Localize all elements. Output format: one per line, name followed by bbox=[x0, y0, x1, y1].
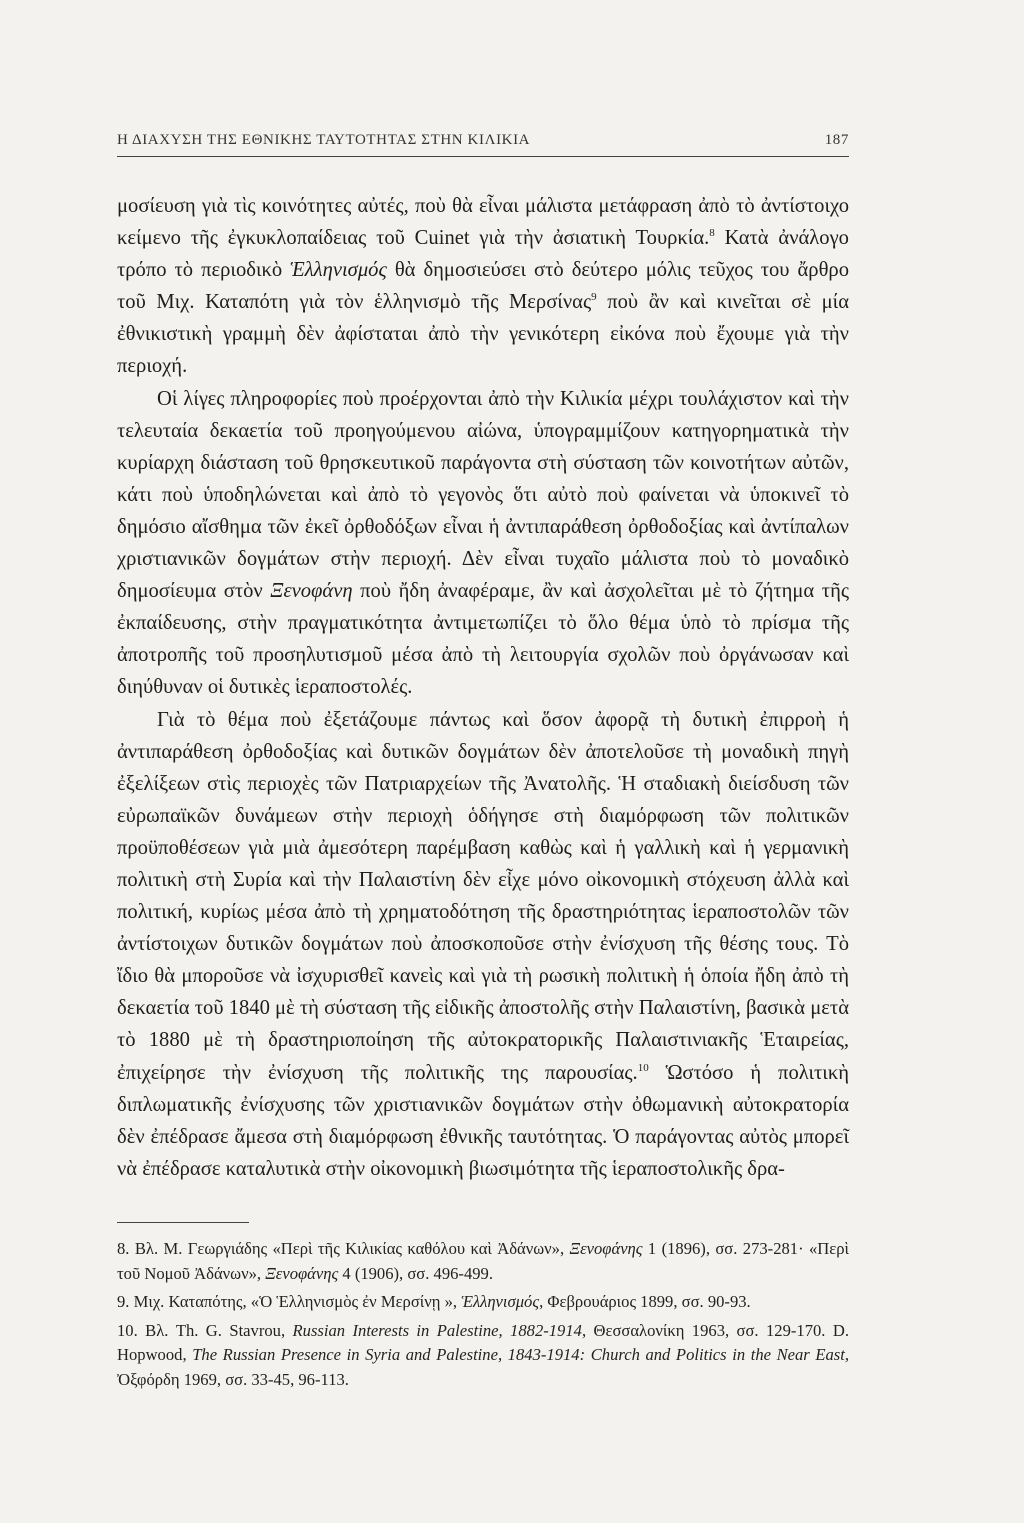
page-number: 187 bbox=[824, 132, 849, 148]
journal-title: Ξενοφάνης bbox=[569, 1238, 643, 1258]
footnote-8 bbox=[117, 1237, 849, 1286]
paragraph-1 bbox=[117, 190, 849, 383]
body-text bbox=[117, 190, 849, 1185]
text-run: Κατὰ ἀνάλογο τρόπο τὸ περιοδικὸ bbox=[117, 227, 849, 282]
text-run: , Ὀξφόρδη 1969, σσ. 33-45, 96-113. bbox=[117, 1345, 850, 1389]
book-page bbox=[117, 132, 849, 1396]
text-run: Οἱ λίγες πληροφορίες ποὺ προέρχονται ἀπὸ τὴν Κιλικία μέχρι τουλάχιστον καὶ τὴν τελευταία δεκαετία τοῦ προηγούμενου αἰώνα, ὑπογραμμίζουν κατηγορηματικὰ τὴν κυρίαρχη διάσταση τοῦ θρησκευτικοῦ παράγοντα στὴ σύσταση τῶν κοινοτήτων αὐτῶν, κάτι ποὺ ὑποδηλώνεται καὶ ἀπὸ τὸ γεγονὸς ὅτι αὐτὸ ποὺ φαίνεται νὰ ὑποκινεῖ τὸ δημόσιο αἴσθημα τῶν ἐκεῖ ὀρθοδόξων εἶναι ἡ ἀντιπαράθεση ὀρθοδοξίας καὶ ἀντίπαλων χριστιανικῶν δογμάτων στὴν περιοχή. Δὲν εἶναι τυχαῖο μάλιστα ποὺ τὸ μοναδικὸ δημοσίευμα στὸν bbox=[117, 387, 849, 603]
book-title: Russian Interests in Palestine, 1882-1914 bbox=[292, 1320, 582, 1340]
text-run: μοσίευση γιὰ τὶς κοινότητες αὐτές, ποὺ θὰ εἶναι μάλιστα μετάφραση ἀπὸ τὸ ἀντίστοιχο κείμενο τῆς ἐγκυκλοπαίδειας τοῦ Cuinet γιὰ τὴν ἀσιατικὴ Τουρκία. bbox=[117, 195, 849, 250]
text-run: , Φεβρουάριος 1899, σσ. 90-93. bbox=[539, 1292, 751, 1312]
text-run: Γιὰ τὸ θέμα ποὺ ἐξετάζουμε πάντως καὶ ὅσον ἀφορᾷ τὴ δυτικὴ ἐπιρροὴ ἡ ἀντιπαράθεση ὀρθοδοξίας καὶ δυτικῶν δογμάτων δὲν ἀποτελοῦσε τὴ μοναδικὴ πηγὴ ἐξελίξεων στὶς περιοχὲς τῶν Πατριαρχείων τῆς Ἀνατολῆς. Ἡ σταδιακὴ διείσδυση τῶν εὐρωπαϊκῶν δυνάμεων στὴν περιοχὴ ὁδήγησε στὴ διαμόρφωση τῶν πολιτικῶν προϋποθέσεων γιὰ μιὰ ἀμεσότερη παρέμβαση καθὼς καὶ ἡ γαλλικὴ καὶ ἡ γερμανικὴ πολιτικὴ στὴ Συρία καὶ τὴν Παλαιστίνη δὲν εἶχε μόνο οἰκονομικὴ στόχευση ἀλλὰ καὶ πολιτική, κυρίως μέσα ἀπὸ τὴ χρηματοδότηση τῆς δραστηριότητας ἱεραποστολῶν τῶν ἀντίστοιχων δυτικῶν δογμάτων ποὺ ἀποσκοποῦσε στὴν ἐνίσχυση τῆς θέσης τους. Τὸ ἴδιο θὰ μποροῦσε νὰ ἰσχυρισθεῖ κανεὶς καὶ γιὰ τὴ ρωσικὴ πολιτικὴ ἡ ὁποία ἤδη ἀπὸ τὴ δεκαετία τοῦ 1840 μὲ τὴ σύσταση τῆς εἰδικῆς ἀποστολῆς στὴν Παλαιστίνη, βασικὰ μετὰ τὸ 1880 μὲ τὴ δραστηριοποίηση τῆς αὐτοκρατορικῆς Παλαιστινιακῆς Ἑταιρείας, ἐπιχείρησε τὴν ἐνίσχυση τῆς πολιτικῆς της παρουσίας. bbox=[117, 708, 849, 1084]
book-title: The Russian Presence in Syria and Palestine, 1843-1914: Church and Politics in the Near East bbox=[192, 1345, 845, 1365]
footnote-9 bbox=[117, 1290, 849, 1315]
journal-title: Ἑλληνισμός bbox=[461, 1292, 540, 1312]
footnote-10 bbox=[117, 1319, 849, 1393]
journal-title: Ξενοφάνης bbox=[265, 1263, 339, 1283]
journal-title: Ξενοφάνη bbox=[270, 580, 353, 603]
paragraph-3 bbox=[117, 704, 849, 1185]
text-run: ποὺ ἤδη ἀναφέραμε, ἂν καὶ ἀσχολεῖται μὲ τὸ ζήτημα τῆς ἐκπαίδευσης, στὴν πραγματικότητα ἀντιμετωπίζει τὸ ὅλο θέμα ὑπὸ τὸ πρίσμα τῆς ἀποτροπῆς τοῦ προσηλυτισμοῦ μέσα ἀπὸ τὴ λειτουργία σχολῶν ποὺ ὀργάνωσαν καὶ διηύθυναν οἱ δυτικὲς ἱεραποστολές. bbox=[117, 580, 849, 699]
running-head-title: Η ΔΙΑΧΥΣΗ ΤΗΣ ΕΘΝΙΚΗΣ ΤΑΥΤΟΤΗΤΑΣ ΣΤΗΝ ΚΙΛΙΚΙΑ bbox=[117, 132, 531, 148]
text-run: , Θεσσαλονίκη 1963, σσ. 129-170. D. Hopwood, bbox=[117, 1320, 849, 1365]
footnote-ref-8[interactable]: 8 bbox=[709, 227, 715, 240]
text-run: Ὡστόσο ἡ πολιτικὴ διπλωματικῆς ἐνίσχυσης τῶν χριστιανικῶν δογμάτων στὴν ὀθωμανικὴ αὐτοκρατορία δὲν ἐπέδρασε ἄμεσα στὴ διαμόρφωση ἐθνικῆς ταυτότητας. Ὁ παράγοντας αὐτὸς μπορεῖ νὰ ἐπέδρασε καταλυτικὰ στὴν οἰκονομικὴ βιωσιμότητα τῆς ἱεραποστολικῆς δρα- bbox=[117, 1061, 849, 1180]
text-run: θὰ δημοσιεύσει στὸ δεύτερο μόλις τεῦχος του ἄρθρο τοῦ Μιχ. Καταπότη γιὰ τὸν ἑλληνισμὸ τῆς Μερσίνας bbox=[117, 259, 850, 314]
paragraph-2 bbox=[117, 383, 849, 704]
footnote-ref-10[interactable]: 10 bbox=[637, 1061, 649, 1074]
text-run: 4 (1906), σσ. 496-499. bbox=[338, 1263, 493, 1283]
text-run: 1 (1896), σσ. 273-281· «Περὶ τοῦ Νομοῦ Ἀδάνων», bbox=[117, 1238, 850, 1283]
running-head bbox=[117, 132, 849, 157]
footnotes bbox=[117, 1237, 849, 1393]
footnote-divider bbox=[117, 1222, 249, 1223]
text-run: ποὺ ἂν καὶ κινεῖται σὲ μία ἐθνικιστικὴ γραμμὴ δὲν ἀφίσταται ἀπὸ τὴν γενικότερη εἰκόνα ποὺ ἔχουμε γιὰ τὴν περιοχή. bbox=[117, 291, 849, 378]
text-run: 10. Βλ. Th. G. Stavrou, bbox=[117, 1320, 293, 1340]
journal-title: Ἑλληνισμός bbox=[290, 259, 387, 282]
text-run: 8. Βλ. Μ. Γεωργιάδης «Περὶ τῆς Κιλικίας καθόλου καὶ Ἀδάνων», bbox=[117, 1238, 570, 1258]
text-run: 9. Μιχ. Καταπότης, «Ὁ Ἑλληνισμὸς ἐν Μερσίνῃ », bbox=[117, 1292, 462, 1312]
footnote-ref-9[interactable]: 9 bbox=[591, 291, 597, 304]
